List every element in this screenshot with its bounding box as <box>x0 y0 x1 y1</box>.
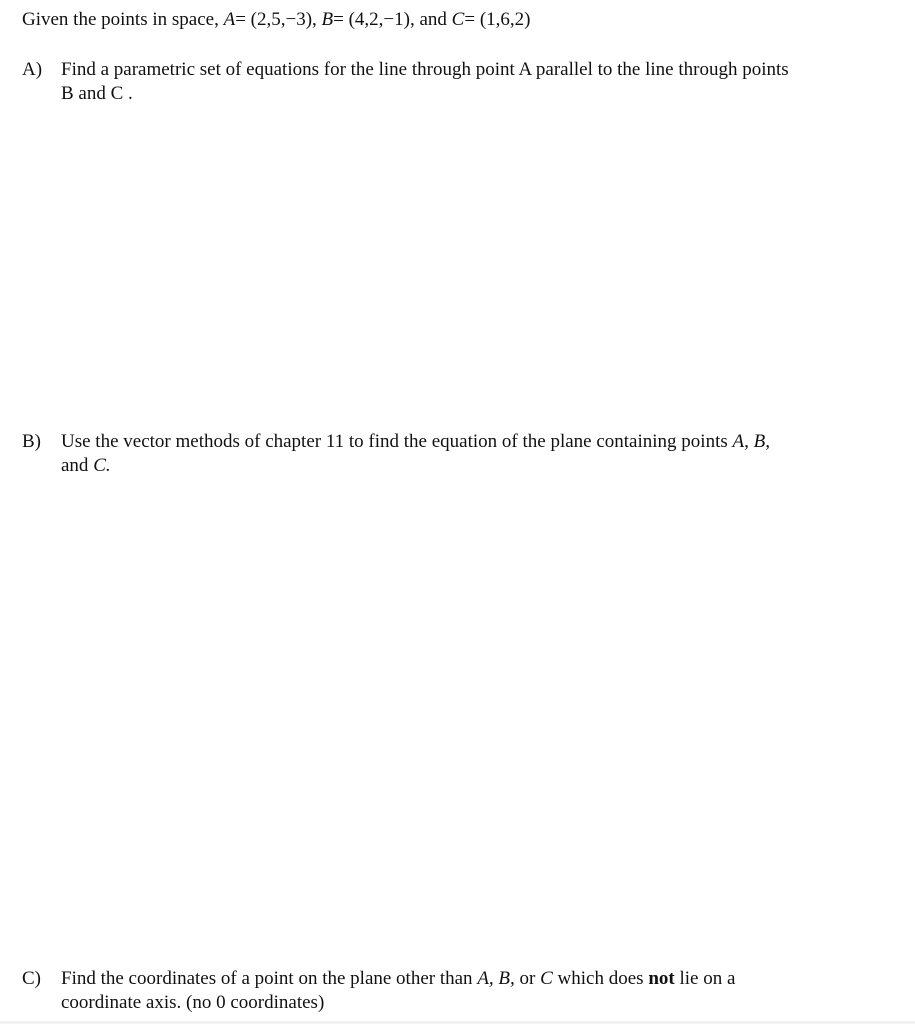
point-b <box>322 9 410 30</box>
question-b-point-a: A, <box>732 431 749 452</box>
question-a-label: A) <box>22 59 43 80</box>
question-c-label: C) <box>22 968 41 989</box>
question-b-text-1: Use the vector methods of chapter 11 to find the equation of the plane containing points <box>61 431 733 452</box>
question-b <box>22 430 802 478</box>
question-c-point-b: B, <box>498 968 515 989</box>
intro-lead: Given the points in space, <box>22 9 219 30</box>
question-b-text-3: and <box>61 455 94 476</box>
question-c-emphasis: not <box>648 968 675 989</box>
question-c-point-c: C <box>540 968 553 989</box>
point-b-name: B <box>321 9 334 30</box>
question-c-point-a: A, <box>477 968 494 989</box>
question-b-point-b: B, <box>753 431 770 452</box>
point-c <box>452 9 531 30</box>
question-c <box>22 967 802 1015</box>
question-c-text-1: Find the coordinates of a point on the plane other than <box>61 968 478 989</box>
point-a-name: A <box>223 9 236 30</box>
point-c-name: C <box>451 9 465 30</box>
question-c-text-3: or <box>514 968 541 989</box>
question-c-text-5: lie on a coordinate axis. (no 0 coordinates) <box>61 968 736 1013</box>
intro-separator-1: , <box>312 9 317 30</box>
intro-separator-2: , and <box>409 9 447 30</box>
question-c-text-4: which does <box>552 968 649 989</box>
question-b-label: B) <box>22 431 41 452</box>
question-a <box>22 58 802 106</box>
question-c-text <box>61 967 802 1015</box>
question-b-point-c: C. <box>93 455 111 476</box>
question-a-text: Find a parametric set of equations for the line through point A parallel to the line through points B and C . <box>61 59 789 104</box>
point-b-value: = (4,2,−1) <box>333 9 410 30</box>
problem-intro <box>22 8 530 32</box>
point-a-value: = (2,5,−3) <box>235 9 313 30</box>
point-c-value: = (1,6,2) <box>464 9 531 30</box>
question-b-text <box>61 430 802 478</box>
point-a <box>224 9 312 30</box>
